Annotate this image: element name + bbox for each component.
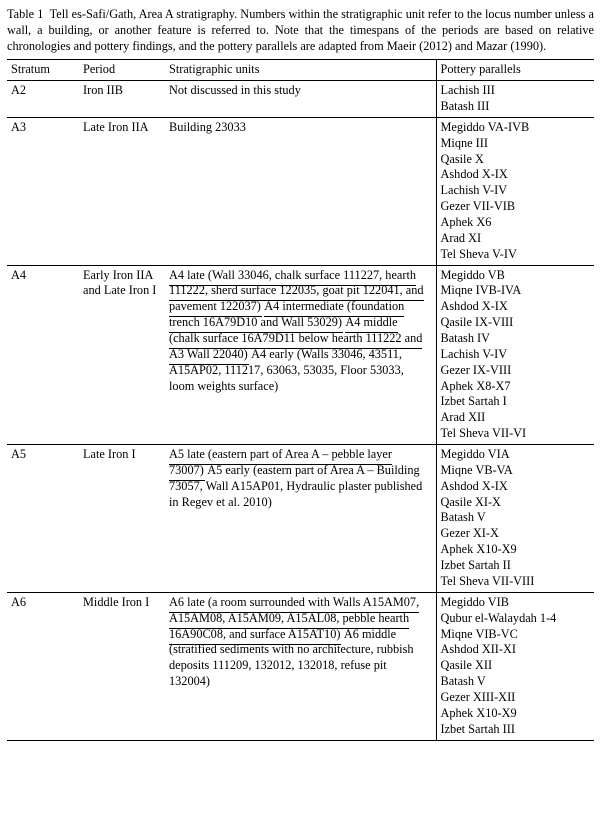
pottery-item: Qasile IX-VIII — [440, 315, 514, 330]
cell-period: Early Iron IIA and Late Iron I — [79, 265, 165, 444]
pottery-item: Batash V — [440, 510, 486, 525]
pottery-item: Batash IV — [440, 331, 491, 346]
cell-pottery — [436, 265, 594, 444]
pottery-item: Ashdod X-IX — [440, 299, 508, 314]
pottery-item: Qasile XI-X — [440, 494, 501, 509]
cell-pottery — [436, 592, 594, 740]
cell-period: Late Iron IIA — [79, 117, 165, 265]
cell-period: Middle Iron I — [79, 592, 165, 740]
subunit: A4 early (Walls 33046, 43511, A15AP02, 111217, 63063, 53035, Floor 53033, loom weights surface) — [169, 346, 404, 393]
subunit: A5 early (eastern part of Area A – Building 73057, Wall A15AP01, Hydraulic plaster published in Regev et al. 2010) — [169, 462, 423, 509]
stratigraphy-table — [7, 59, 594, 740]
column-header-units: Stratigraphic units — [165, 60, 436, 81]
cell-stratum: A4 — [7, 265, 79, 444]
pottery-item: Ashdod X-IX — [440, 478, 508, 493]
cell-units — [165, 445, 436, 593]
subunit-list — [169, 83, 431, 99]
cell-units — [165, 265, 436, 444]
table-header-row — [7, 60, 594, 81]
subunit: A6 middle (stratified sediments with no architecture, rubbish deposits 111209, 132012, 132018, refuse pit 132004) — [169, 626, 414, 689]
pottery-item: Lachish III — [440, 83, 495, 98]
cell-units — [165, 592, 436, 740]
pottery-item: Arad XI — [440, 230, 482, 245]
pottery-item: Lachish V-IV — [440, 346, 508, 361]
cell-stratum: A3 — [7, 117, 79, 265]
table-row — [7, 265, 594, 444]
pottery-item: Megiddo VB — [440, 267, 505, 282]
caption-label: Table 1 — [7, 7, 44, 21]
cell-pottery — [436, 445, 594, 593]
cell-period: Late Iron I — [79, 445, 165, 593]
pottery-item: Qasile XII — [440, 658, 493, 673]
pottery-item: Megiddo VIB — [440, 594, 509, 609]
pottery-item: Lachish V-IV — [440, 183, 508, 198]
pottery-item: Megiddo VIA — [440, 447, 510, 462]
subunit: A5 late (eastern part of Area A – pebble layer 73007) — [169, 445, 392, 481]
pottery-item: Aphek X6 — [440, 215, 492, 230]
pottery-item: Ashdod X-IX — [440, 167, 508, 182]
subunit: A4 intermediate (foundation trench 16A79D10 and Wall 53029) — [169, 297, 404, 333]
cell-units — [165, 81, 436, 118]
pottery-item: Gezer IX-VIII — [440, 362, 512, 377]
pottery-item: Arad XII — [440, 410, 486, 425]
subunit-list — [169, 595, 431, 690]
subunit: Not discussed in this study — [169, 83, 301, 98]
pottery-item: Miqne IVB-IVA — [440, 283, 522, 298]
cell-units — [165, 117, 436, 265]
subunit-list — [169, 268, 431, 395]
pottery-item: Qasile X — [440, 151, 484, 166]
cell-stratum: A5 — [7, 445, 79, 593]
pottery-item: Miqne III — [440, 135, 488, 150]
subunit: A4 late (Wall 33046, chalk surface 111227, hearth 111222, sherd surface 122035, goat pit 122041, and pavement 122037) — [169, 266, 424, 318]
pottery-item: Batash III — [440, 99, 490, 113]
cell-stratum: A2 — [7, 81, 79, 118]
pottery-item: Tel Sheva VII-VI — [440, 426, 527, 441]
column-header-stratum: Stratum — [7, 60, 79, 81]
pottery-item: Batash V — [440, 674, 486, 689]
pottery-item: Aphek X8-X7 — [440, 378, 511, 393]
subunit: A4 middle (chalk surface 16A79D11 below hearth 111222 and A3 Wall 22040) — [169, 313, 422, 365]
table-row — [7, 81, 594, 118]
table-caption — [7, 6, 594, 54]
subunit-list — [169, 120, 431, 136]
pottery-item: Gezer XI-X — [440, 526, 499, 541]
subunit-list — [169, 447, 431, 510]
cell-stratum: A6 — [7, 592, 79, 740]
table-row — [7, 117, 594, 265]
caption-text: Tell es-Safi/Gath, Area A stratigraphy. Numbers within the stratigraphic unit refer to the locus number unless a wall, a building, or another feature is referred to. Note that the timespans of the periods are based on relative chronologies and pottery findings, and the pottery parallels are adapted from Maeir (2012) and Mazar (1990). — [7, 7, 595, 54]
subunit: A6 late (a room surrounded with Walls A15AM07, A15AM08, A15AM09, A15AL08, pebble hearth 16A90C08, and surface A15AT10) — [169, 593, 419, 645]
pottery-item: Miqne VIB-VC — [440, 626, 518, 641]
pottery-item: Izbet Sartah I — [440, 394, 507, 409]
subunit: Building 23033 — [169, 119, 246, 134]
pottery-item: Tel Sheva VII-VIII — [440, 573, 535, 588]
pottery-item: Izbet Sartah II — [440, 558, 511, 573]
pottery-item: Tel Sheva V-IV — [440, 246, 517, 261]
cell-pottery — [436, 117, 594, 265]
pottery-item: Gezer XIII-XII — [440, 689, 516, 704]
column-header-period: Period — [79, 60, 165, 81]
table-row — [7, 445, 594, 593]
column-header-pottery: Pottery parallels — [436, 60, 594, 81]
cell-pottery — [436, 81, 594, 118]
pottery-item: Ashdod XII-XI — [440, 642, 516, 657]
pottery-item: Gezer VII-VIB — [440, 199, 516, 214]
pottery-item: Aphek X10-X9 — [440, 705, 517, 720]
pottery-item: Miqne VB-VA — [440, 462, 513, 477]
pottery-item: Megiddo VA-IVB — [440, 119, 530, 134]
pottery-item: Qubur el-Walaydah 1-4 — [440, 610, 557, 625]
cell-period: Iron IIB — [79, 81, 165, 118]
table-row — [7, 592, 594, 740]
pottery-item: Izbet Sartah III — [440, 721, 515, 736]
pottery-item: Aphek X10-X9 — [440, 542, 517, 557]
